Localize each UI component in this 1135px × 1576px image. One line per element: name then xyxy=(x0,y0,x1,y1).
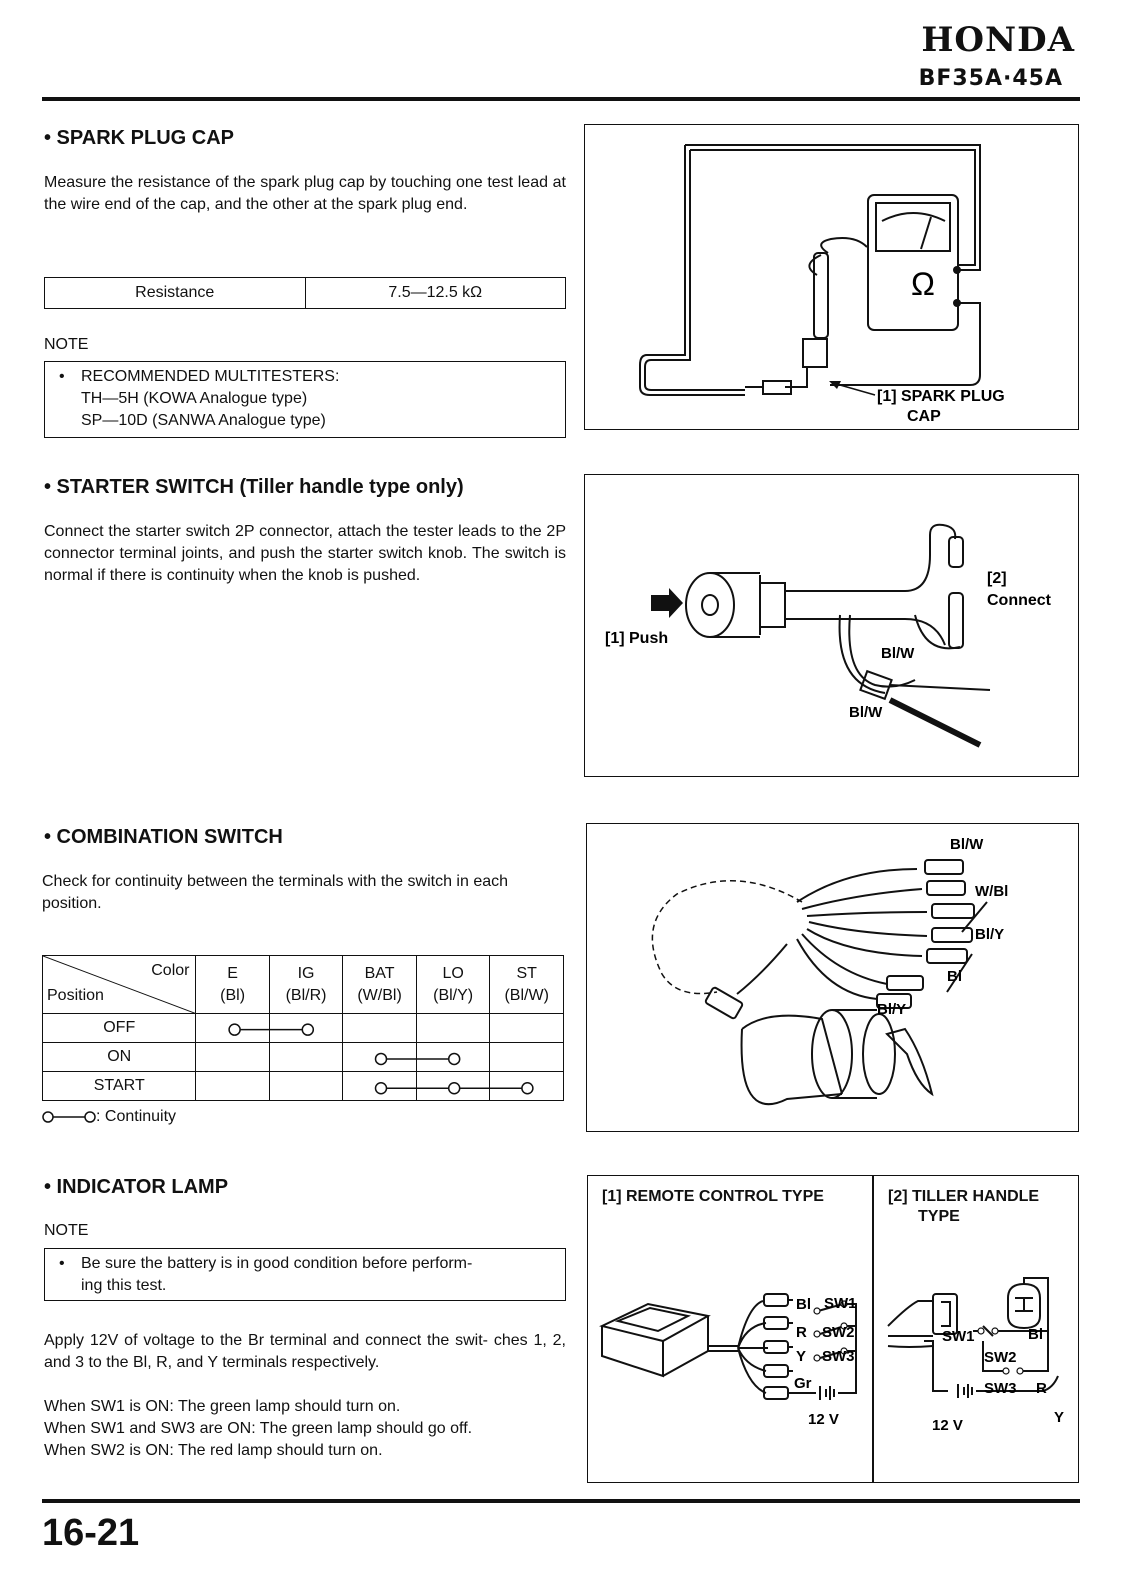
note-line: ing this test. xyxy=(81,1277,167,1294)
battery-note-box xyxy=(44,1248,566,1301)
continuity-legend xyxy=(42,1108,176,1126)
spark-plug-cap-callout-2: CAP xyxy=(907,408,941,425)
color-header: Color xyxy=(151,962,190,979)
starter-switch-figure xyxy=(584,474,1079,777)
indicator-lamp-heading: • INDICATOR LAMP xyxy=(44,1176,229,1198)
note-bullet: • xyxy=(59,368,65,385)
resistance-spec-table xyxy=(44,277,566,309)
combination-switch-figure xyxy=(586,823,1079,1132)
wire-label-bl-y: Bl/Y xyxy=(975,926,1005,943)
wire-label: Bl/W xyxy=(849,704,883,721)
switch-label-sw3: SW3 xyxy=(822,1348,855,1365)
result-line: When SW1 is ON: The green lamp should turn on. xyxy=(44,1398,401,1415)
wire-label-w-bl: W/Bl xyxy=(975,883,1009,900)
tiller-handle-type-label: [2] TILLER HANDLE xyxy=(888,1188,1040,1205)
terminal-label-gr: Gr xyxy=(794,1375,812,1392)
note-line: Be sure the battery is in good condition before perform- xyxy=(81,1255,473,1272)
note-line: RECOMMENDED MULTITESTERS: xyxy=(81,368,340,385)
column-header-ig: IG (Bl/R) xyxy=(269,956,343,1014)
table-row xyxy=(43,1072,564,1101)
indicator-note-label: NOTE xyxy=(44,1222,89,1239)
wire-label-bl: Bl xyxy=(947,968,962,985)
page-number: 16-21 xyxy=(42,1512,140,1554)
wire-label: Bl/W xyxy=(881,645,915,662)
continuity-table xyxy=(42,955,564,1101)
table-row xyxy=(43,1043,564,1072)
push-label: [1] Push xyxy=(605,630,669,647)
row-label-off: OFF xyxy=(43,1014,196,1043)
resistance-value: 7.5—12.5 kΩ xyxy=(305,278,566,309)
tiller-r-label: R xyxy=(1036,1380,1047,1397)
column-header-e: E (Bl) xyxy=(196,956,269,1014)
brand-logo: HONDA xyxy=(921,20,1075,60)
column-header-bat: BAT (W/Bl) xyxy=(343,956,417,1014)
connect-label-2: Connect xyxy=(987,592,1051,609)
switch-label-sw1: SW1 xyxy=(824,1295,857,1312)
combination-switch-heading: • COMBINATION SWITCH xyxy=(44,826,283,848)
indicator-lamp-instructions: Apply 12V of voltage to the Br terminal and connect the swit- ches 1, 2, and 3 to the Bl, R, and Y terminals respectively. xyxy=(44,1332,566,1371)
multitester-note-box xyxy=(44,361,566,438)
spark-plug-cap-heading: • SPARK PLUG CAP xyxy=(44,127,234,149)
footer-rule xyxy=(42,1499,1080,1503)
switch-label-sw2: SW2 xyxy=(822,1324,855,1341)
note-bullet: • xyxy=(59,1255,65,1272)
indicator-lamp-wiring xyxy=(588,1176,1078,1482)
row-label-start: START xyxy=(43,1072,196,1101)
column-header-st: ST (Bl/W) xyxy=(490,956,564,1014)
positive-terminal xyxy=(953,266,961,274)
tiller-handle-type-label-2: TYPE xyxy=(918,1208,960,1225)
terminal-label-bl: Bl xyxy=(796,1296,811,1313)
starter-switch-instructions: Connect the starter switch 2P connector, attach the tester leads to the 2P connector terminal joints, and push the starter switch knob. The switch is normal if there is continuity when the knob is pushed. xyxy=(44,523,566,584)
ohm-symbol: Ω xyxy=(911,266,935,302)
resistance-label: Resistance xyxy=(45,278,306,309)
table-row xyxy=(43,1014,564,1043)
indicator-lamp-figure xyxy=(587,1175,1079,1483)
table-corner-cell xyxy=(43,956,196,1014)
spark-plug-cap-figure xyxy=(584,124,1079,430)
starter-switch-heading: • STARTER SWITCH (Tiller handle type only) xyxy=(44,476,464,498)
continuity-symbol-icon xyxy=(42,1110,96,1124)
note-line: SP—10D (SANWA Analogue type) xyxy=(81,412,326,429)
battery-voltage-label: 12 V xyxy=(808,1411,839,1428)
result-line: When SW2 is ON: The red lamp should turn on. xyxy=(44,1442,383,1459)
tiller-voltage-label: 12 V xyxy=(932,1417,963,1434)
starter-switch-illustration xyxy=(585,475,1077,775)
tiller-bl-label: Bl xyxy=(1028,1326,1043,1343)
column-header-lo: LO (Bl/Y) xyxy=(416,956,490,1014)
terminal-label-r: R xyxy=(796,1324,807,1341)
row-label-on: ON xyxy=(43,1043,196,1072)
tiller-sw2-label: SW2 xyxy=(984,1349,1017,1366)
tiller-sw1-label: SW1 xyxy=(942,1328,975,1345)
position-header: Position xyxy=(47,987,104,1004)
header-rule xyxy=(42,97,1080,101)
push-arrow-icon xyxy=(651,588,683,618)
wire-label-bl-w: Bl/W xyxy=(950,836,984,853)
combination-switch-instructions: Check for continuity between the terminals with the switch in each position. xyxy=(42,873,509,912)
combination-switch-illustration xyxy=(587,824,1077,1130)
spark-plug-cap-callout: [1] SPARK PLUG xyxy=(877,388,1005,405)
note-line: TH—5H (KOWA Analogue type) xyxy=(81,390,308,407)
model-number: BF35A·45A xyxy=(918,66,1063,91)
terminal-label-y: Y xyxy=(796,1348,807,1365)
spark-plug-cap-instructions: Measure the resistance of the spark plug cap by touching one test lead at the wire end of the cap, and the other at the spark plug end. xyxy=(44,174,566,213)
tiller-sw3-label: SW3 xyxy=(984,1380,1017,1397)
negative-terminal xyxy=(953,299,961,307)
remote-control-type-label: [1] REMOTE CONTROL TYPE xyxy=(602,1188,824,1205)
tiller-y-label: Y xyxy=(1054,1409,1065,1426)
result-line: When SW1 and SW3 are ON: The green lamp should go off. xyxy=(44,1420,473,1437)
note-label: NOTE xyxy=(44,336,89,353)
connect-label: [2] xyxy=(987,570,1007,587)
indicator-lamp-results xyxy=(44,1396,584,1462)
multitester-illustration xyxy=(585,125,1077,428)
continuity-legend-text: : Continuity xyxy=(96,1108,177,1125)
wire-label-bl-y-2: Bl/Y xyxy=(877,1001,907,1018)
